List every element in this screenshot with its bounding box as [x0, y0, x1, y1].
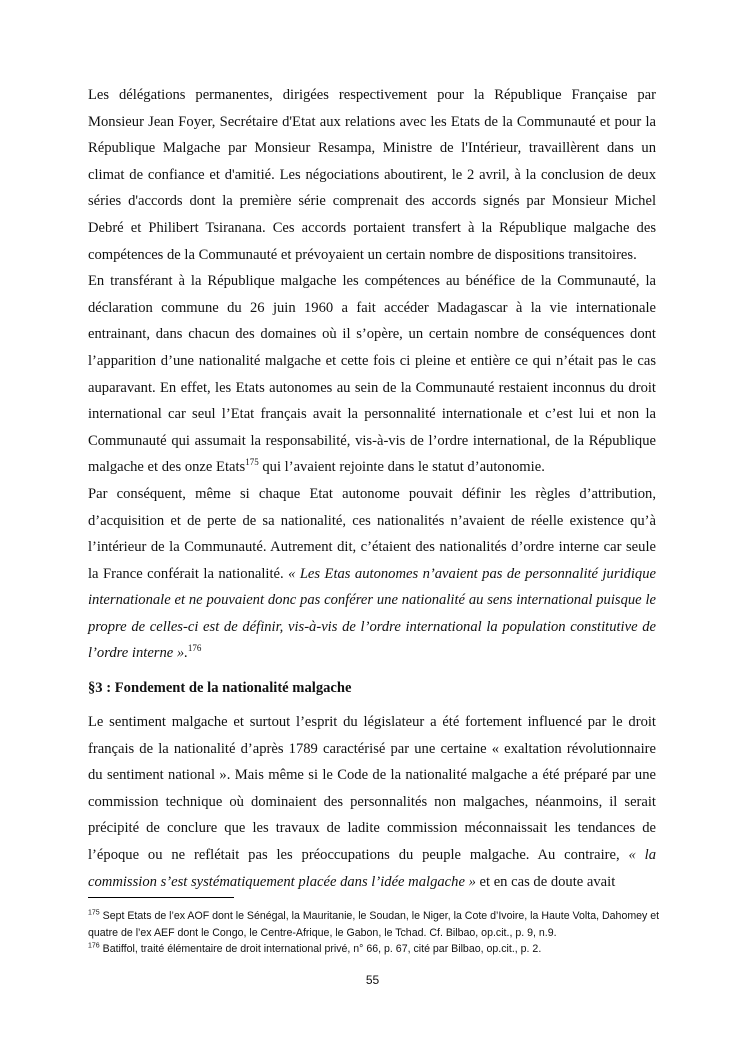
footnote-separator: [88, 897, 234, 898]
footnotes: [88, 897, 660, 958]
footnote-ref-176[interactable]: 176: [187, 643, 202, 654]
footnote-176: [88, 941, 660, 958]
paragraph-text: Par conséquent, même si chaque Etat autonome pouvait définir les règles d’attribution, d’acquisition et de perte de sa nationalité, ces nationalités n’avaient de réelle existence qu’à l’intérieur de la Communauté. Autrement dit, c’étaient des nationalités d’ordre interne car seule la France conférait la nationalité.: [88, 485, 656, 582]
paragraph-consequence: [88, 481, 656, 667]
paragraph-text: et en cas de doute avait: [475, 873, 616, 890]
footnote-text: Batiffol, traité élémentaire de droit international privé, n° 66, p. 67, cité par Bilbao, op.cit., p. 2.: [99, 943, 542, 956]
paragraph-text: En transférant à la République malgache les compétences au bénéfice de la Communauté, la déclaration commune du 26 juin 1960 a fait accéder Madagascar à la vie internationale entrainant, dans chacun des domaines où il s’opère, un certain nombre de conséquences dont l’apparition d’une nationalité malgache et cette fois ci pleine et entière ce qui n’était pas le cas auparavant. En effet, les Etats autonomes au sein de la Communauté restaient inconnus du droit international car seul l’Etat français avait la personnalité internationale et c’est lui et non la Communauté qui assumait la responsabilité, vis-à-vis de l’ordre international, de la République malgache et des onze Etats: [88, 273, 656, 476]
paragraph-transfert: [88, 268, 656, 481]
paragraph-sentiment: [88, 709, 656, 895]
footnote-175: [88, 908, 660, 941]
footnote-number: 176: [88, 942, 100, 950]
footnote-number: 175: [88, 909, 100, 917]
paragraph-text: Le sentiment malgache et surtout l’esprit du législateur a été fortement influencé par le droit français de la nationalité d’après 1789 caractérisé par une certaine « exaltation révolutionnaire du sentiment national ». Mais même si le Code de la nationalité malgache a été préparé par une commission technique où dominaient des personnalités non malgaches, néanmoins, il serait précipité de conclure que les travaux de ladite commission méconnaissait les tendances de l’époque ou ne reflétait pas les préoccupations du peuple malgache. Au contraire,: [88, 714, 656, 864]
quotation: « Les Etas autonomes n’avaient pas de personnalité juridique internationale et ne pouvaient donc pas conférer une nationalité au sens international puisque le propre de celles-ci est de définir, vis-à-vis de l’ordre international la population constitutive de l’ordre interne ».: [88, 565, 656, 662]
paragraph-delegations: [88, 82, 656, 268]
paragraph-text: qui l’avaient rejointe dans le statut d’autonomie.: [258, 459, 545, 476]
page-number: 55: [365, 973, 380, 987]
quotation: « la commission s’est systématiquement placée dans l’idée malgache »: [88, 847, 657, 890]
section-heading: §3 : Fondement de la nationalité malgache: [88, 680, 352, 697]
footnote-ref-175[interactable]: 175: [245, 457, 259, 468]
footnote-text: Sept Etats de l’ex AOF dont le Sénégal, la Mauritanie, le Soudan, le Niger, la Cote d’Ivoire, la Haute Volta, Dahomey et quatre de l’ex AEF dont le Congo, le Centre-Afrique, le Gabon, le Tchad. Cf. Bilbao, op.cit., p. 9, n.9.: [88, 910, 660, 939]
document-body: [88, 82, 656, 895]
paragraph-text: Les délégations permanentes, dirigées respectivement pour la République Française par Monsieur Jean Foyer, Secrétaire d'Etat aux relations avec les Etats de la Communauté et pour la République Malgache par Monsieur Resampa, Ministre de l'Intérieur, travaillèrent dans un climat de confiance et d'amitié. Les négociations aboutirent, le 2 avril, à la conclusion de deux séries d'accords dont la première série comprenait des accords signés par Monsieur Michel Debré et Philibert Tsiranana. Ces accords portaient transfert à la République malgache des compétences de la Communauté et prévoyaient un certain nombre de dispositions transitoires.: [88, 87, 656, 263]
